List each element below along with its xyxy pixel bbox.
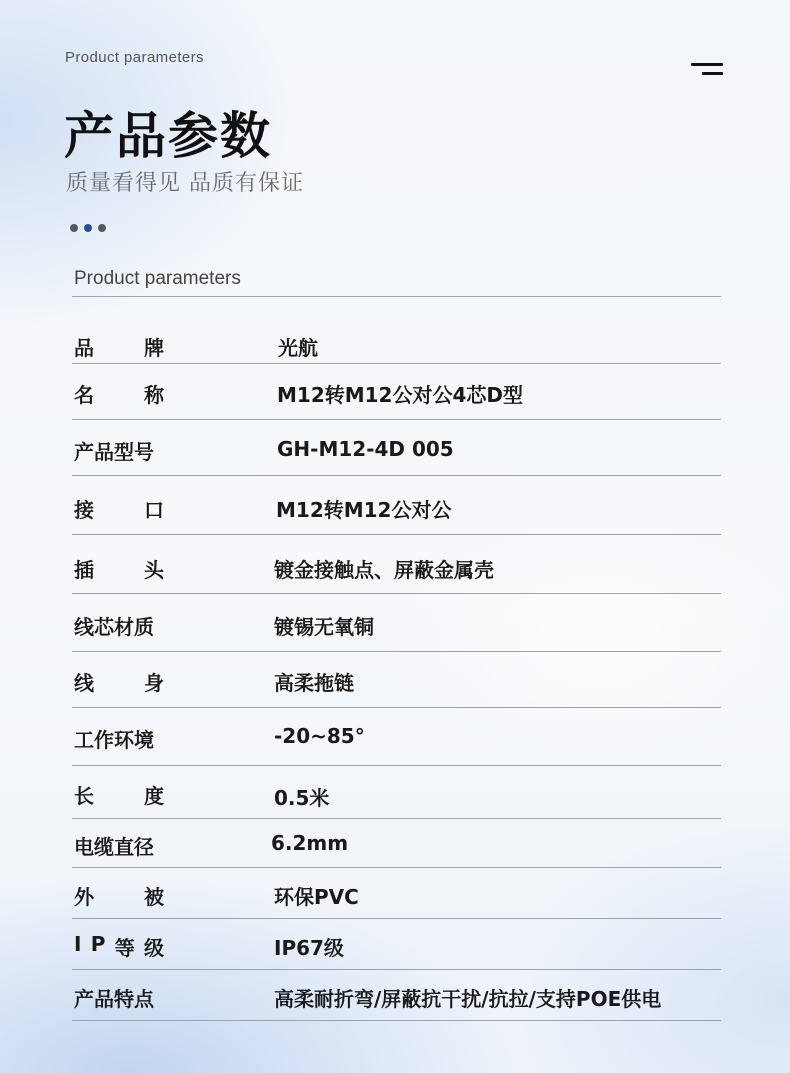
row-divider (72, 593, 721, 594)
dot-indicator-active (84, 224, 92, 232)
row-divider (72, 918, 721, 919)
param-label-name (74, 379, 164, 408)
row-divider (72, 867, 721, 868)
param-label-core-material: 线芯材质 (74, 615, 154, 639)
label-char: 口 (144, 498, 164, 522)
param-label-environment: 工作环境 (74, 728, 154, 752)
row-divider (72, 818, 721, 819)
param-value-interface: M12转M12公对公 (276, 498, 452, 522)
param-value-features: 高柔耐折弯/屏蔽抗干扰/抗拉/支持POE供电 (274, 987, 662, 1011)
label-char: 度 (144, 784, 164, 808)
param-value-core-material: 镀锡无氧铜 (274, 615, 374, 639)
row-divider (72, 419, 721, 420)
param-value-jacket: 环保PVC (274, 885, 359, 909)
label-char: 接 (74, 498, 94, 522)
param-value-cable-body: 高柔拖链 (274, 671, 354, 695)
param-label-length (74, 780, 164, 809)
param-label-cable-diameter: 电缆直径 (74, 835, 154, 859)
param-label-brand (74, 332, 164, 361)
param-label-ip-rating (74, 932, 164, 961)
param-value-brand: 光航 (278, 336, 318, 360)
param-value-model: GH-M12-4D 005 (277, 437, 454, 461)
label-char: 线 (74, 671, 94, 695)
label-char: 外 (74, 885, 94, 909)
label-char: 插 (74, 558, 94, 582)
top-section-label: Product parameters (65, 49, 204, 66)
table-section-label: Product parameters (74, 268, 241, 289)
row-divider (72, 651, 721, 652)
table-bottom-divider (72, 1020, 721, 1021)
row-divider (72, 475, 721, 476)
param-value-cable-diameter: 6.2mm (271, 831, 349, 855)
menu-line-top (691, 63, 723, 66)
param-label-model: 产品型号 (74, 440, 154, 464)
label-char: 牌 (144, 336, 164, 360)
row-divider (72, 707, 721, 708)
row-divider (72, 363, 721, 364)
param-label-cable-body (74, 667, 164, 696)
page-subtitle: 质量看得见 品质有保证 (66, 171, 304, 196)
param-value-environment: -20~85° (274, 724, 365, 748)
row-divider (72, 534, 721, 535)
param-value-plug: 镀金接触点、屏蔽金属壳 (274, 558, 494, 582)
label-char: 长 (74, 784, 94, 808)
label-char: 级 (143, 936, 164, 960)
label-char: 被 (144, 885, 164, 909)
label-char: 头 (144, 558, 164, 582)
dot-indicator (98, 224, 106, 232)
param-label-interface (74, 494, 164, 523)
label-char: P (90, 932, 106, 956)
param-value-ip-rating: IP67级 (274, 936, 344, 960)
param-label-plug (74, 554, 164, 583)
row-divider (72, 969, 721, 970)
param-value-name: M12转M12公对公4芯D型 (277, 383, 523, 407)
label-char: 品 (74, 336, 94, 360)
menu-icon[interactable] (691, 63, 723, 79)
label-char: I (74, 932, 82, 956)
param-label-features: 产品特点 (74, 987, 154, 1011)
param-value-length: 0.5米 (274, 786, 330, 810)
menu-line-bottom (702, 72, 723, 75)
param-label-jacket (74, 881, 164, 910)
dot-indicator (70, 224, 78, 232)
label-char: 称 (144, 383, 164, 407)
label-char: 名 (74, 383, 94, 407)
label-char: 等 (114, 936, 135, 960)
table-top-divider (72, 296, 721, 297)
page-title: 产品参数 (64, 107, 272, 165)
label-char: 身 (144, 671, 164, 695)
row-divider (72, 765, 721, 766)
